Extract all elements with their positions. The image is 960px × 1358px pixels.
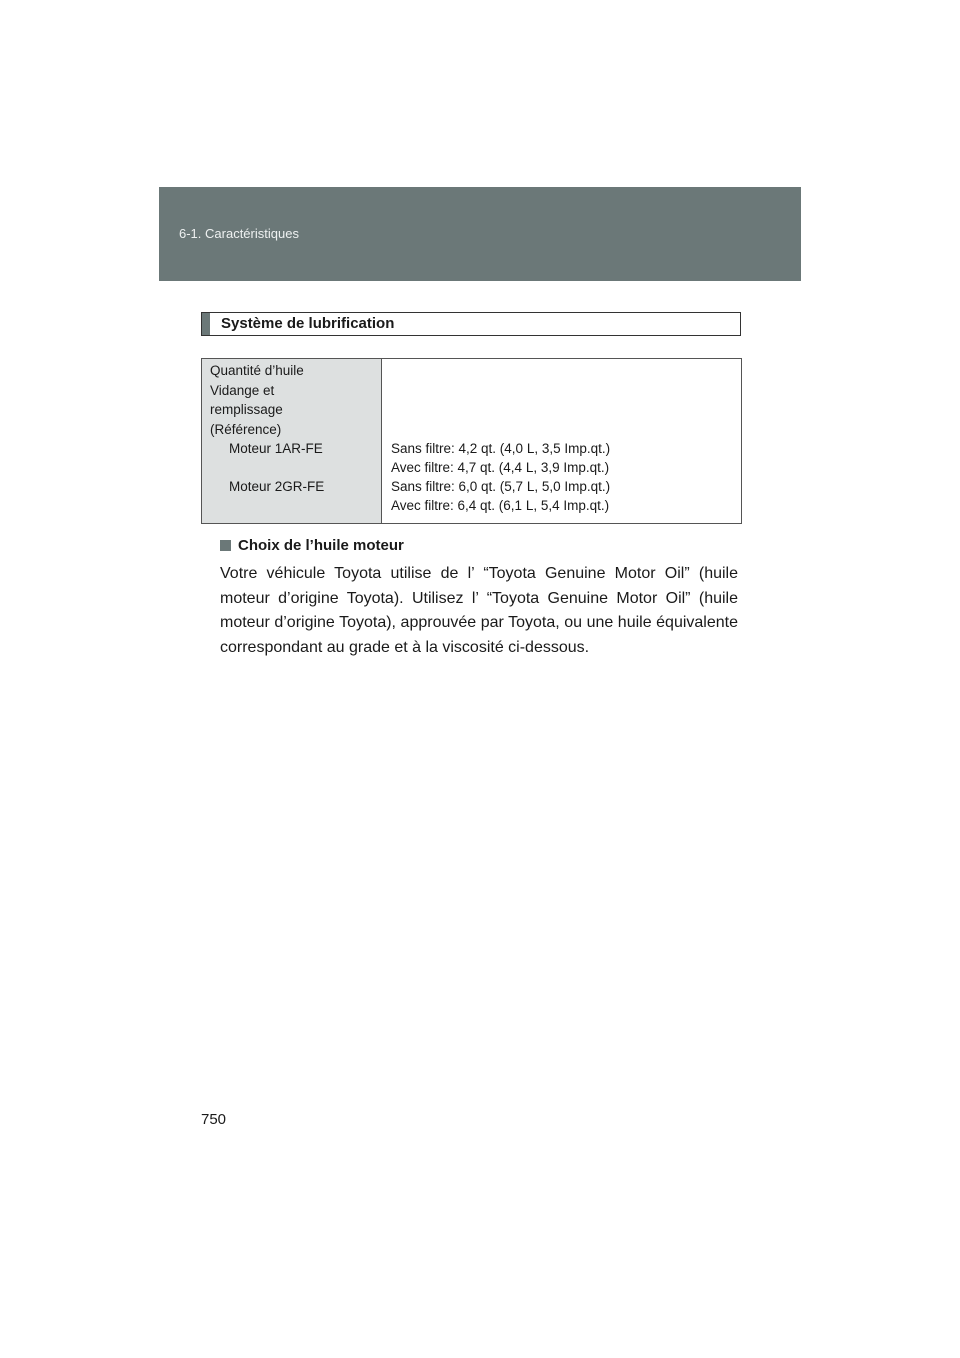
value-line: Avec filtre: 4,7 qt. (4,4 L, 3,9 Imp.qt.)	[391, 460, 610, 475]
subsection-title: Choix de l’huile moteur	[238, 537, 404, 554]
label-line: Vidange et	[210, 382, 275, 398]
label-line: remplissage	[210, 402, 283, 417]
value-line: Sans filtre: 6,0 qt. (5,7 L, 5,0 Imp.qt.)	[391, 479, 611, 494]
spec-table	[201, 358, 742, 524]
spec-table-label-cell	[202, 359, 382, 523]
engine-label-1ar-fe: Moteur 1AR-FE	[229, 441, 323, 456]
value-line: Sans filtre: 4,2 qt. (4,0 L, 3,5 Imp.qt.)	[391, 441, 611, 456]
section-title: Système de lubrification	[221, 315, 395, 332]
label-line: Quantité d’huile	[210, 363, 304, 378]
spec-table-value-cell	[382, 359, 741, 523]
section-title-marker	[202, 313, 210, 335]
engine-label-2gr-fe: Moteur 2GR-FE	[229, 479, 325, 494]
subsection-heading	[220, 537, 404, 554]
values-2gr-fe	[391, 477, 610, 515]
square-bullet-icon	[220, 540, 231, 551]
body-paragraph: Votre véhicule Toyota utilise de l’ “Toyota Genuine Motor Oil” (huile moteur d’origine Toyota). Utilisez l’ “Toyota Genuine Motor Oil” (huile moteur d’origine Toyota), approuvée par Toyota, ou une huile équivalente correspondant au grade et à la viscosité ci-dessous.	[220, 565, 738, 656]
label-line: (Référence)	[210, 421, 282, 437]
section-breadcrumb: 6-1. Caractéristiques	[179, 226, 299, 241]
header-band	[159, 187, 801, 281]
page-number: 750	[201, 1111, 227, 1128]
value-line: Avec filtre: 6,4 qt. (6,1 L, 5,4 Imp.qt.)	[391, 498, 610, 513]
values-1ar-fe	[391, 439, 610, 477]
section-title-bar	[201, 312, 741, 336]
